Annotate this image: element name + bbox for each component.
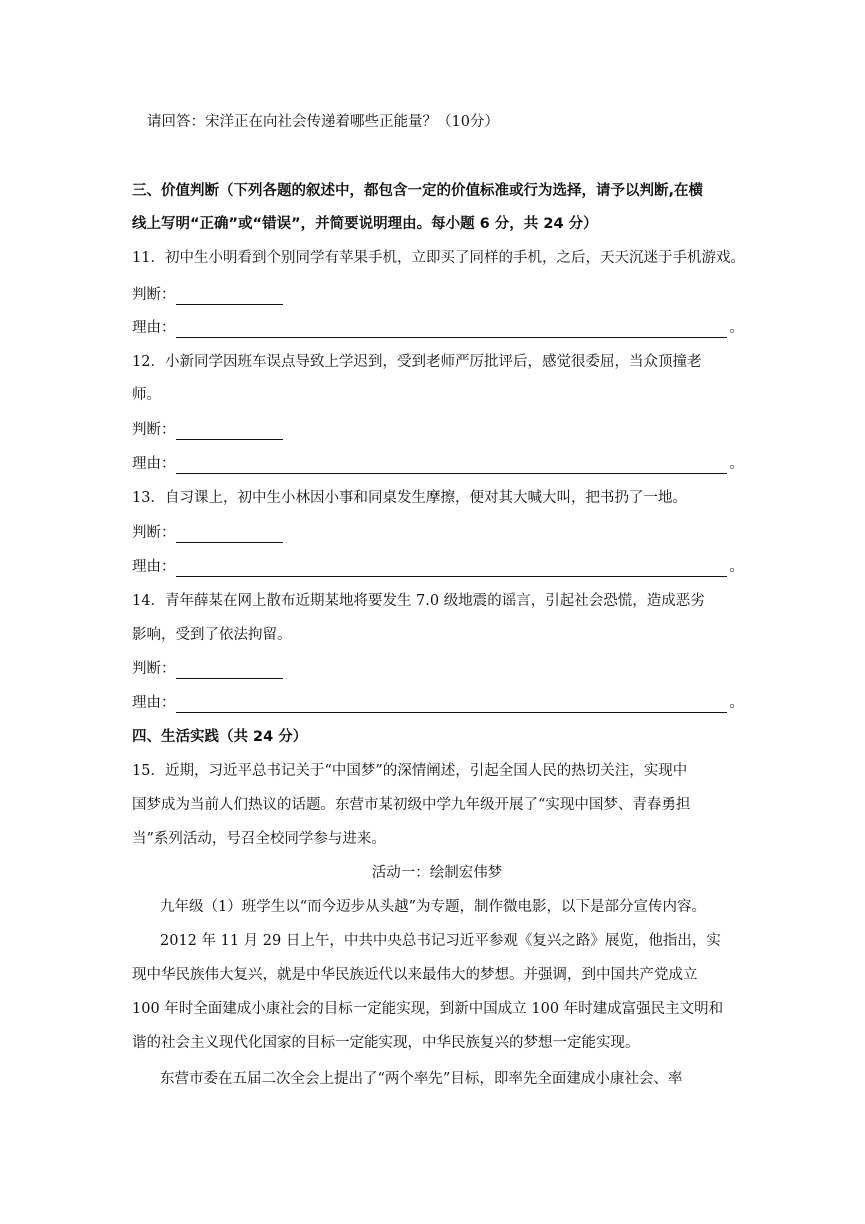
period: 。 [729, 559, 744, 575]
question-14-judge-row [132, 659, 742, 679]
question-14-text-line1: 14．青年薛某在网上散布近期某地将要发生 7.0 级地震的谣言，引起社会恐慌，造成恶劣 [132, 593, 705, 609]
paragraph-2-line1: 2012 年 11 月 29 日上午，中共中央总书记习近平参观《复兴之路》展览，他指出，实 [160, 933, 721, 949]
paragraph-3: 东营市委在五届二次全会上提出了“两个率先”目标，即率先全面建成小康社会、率 [160, 1071, 683, 1087]
judge-answer-blank[interactable] [176, 526, 283, 543]
question-15-line2: 国梦成为当前人们热议的话题。东营市某初级中学九年级开展了“实现中国梦、青春勇担 [132, 797, 691, 813]
reason-answer-blank[interactable] [176, 560, 727, 577]
question-14-reason-row [132, 693, 742, 713]
question-11-judge-row [132, 285, 742, 305]
question-14-text-line2: 影响，受到了依法拘留。 [132, 627, 292, 643]
reason-label: 理由： [132, 559, 176, 575]
reason-answer-blank[interactable] [176, 321, 727, 338]
paragraph-2-line2: 现中华民族伟大复兴，就是中华民族近代以来最伟大的梦想。并强调，到中国共产党成立 [132, 967, 698, 983]
question-13-text: 13．自习课上，初中生小林因小事和同桌发生摩擦，便对其大喊大叫，把书扔了一地。 [132, 490, 687, 506]
question-11-reason-row [132, 318, 742, 338]
question-12-judge-row [132, 420, 742, 440]
intro-question: 请回答：宋洋正在向社会传递着哪些正能量？（10分） [147, 114, 499, 130]
judge-label: 判断： [132, 525, 176, 541]
reason-answer-blank[interactable] [176, 696, 727, 713]
question-12-reason-row [132, 454, 742, 474]
judge-label: 判断： [132, 422, 176, 438]
question-13-reason-row [132, 557, 742, 577]
paragraph-2-line3: 100 年时全面建成小康社会的目标一定能实现，到新中国成立 100 年时建成富强民主文明和 [132, 1001, 724, 1017]
question-12-text-line2: 师。 [132, 387, 161, 403]
reason-label: 理由： [132, 456, 176, 472]
period: 。 [729, 456, 744, 472]
judge-answer-blank[interactable] [176, 288, 283, 305]
judge-answer-blank[interactable] [176, 662, 283, 679]
period: 。 [729, 320, 744, 336]
reason-answer-blank[interactable] [176, 457, 727, 474]
question-13-judge-row [132, 523, 742, 543]
section3-title-line2: 线上写明“正确”或“错误”，并简要说明理由。每小题 6 分，共 24 分） [132, 216, 598, 232]
question-15-line1: 15．近期，习近平总书记关于“中国梦”的深情阐述，引起全国人民的热切关注，实现中 [132, 763, 688, 779]
judge-label: 判断： [132, 661, 176, 677]
reason-label: 理由： [132, 320, 176, 336]
judge-label: 判断： [132, 287, 176, 303]
question-15-line3: 当”系列活动，号召全校同学参与进来。 [132, 831, 386, 847]
activity-title: 活动一：绘制宏伟梦 [371, 865, 503, 881]
judge-answer-blank[interactable] [176, 423, 283, 440]
question-11-text: 11．初中生小明看到个别同学有苹果手机，立即买了同样的手机，之后，天天沉迷于手机游戏。 [132, 250, 745, 266]
paragraph-2-line4: 谐的社会主义现代化国家的目标一定能实现，中华民族复兴的梦想一定能实现。 [132, 1035, 640, 1051]
section4-title: 四、生活实践（共 24 分） [132, 729, 308, 745]
paragraph-1: 九年级（1）班学生以“而今迈步从头越”为专题，制作微电影，以下是部分宣传内容。 [160, 899, 707, 915]
question-12-text-line1: 12．小新同学因班车误点导致上学迟到，受到老师严厉批评后，感觉很委屈，当众顶撞老 [132, 354, 702, 370]
period: 。 [729, 695, 744, 711]
reason-label: 理由： [132, 695, 176, 711]
section3-title-line1: 三、价值判断（下列各题的叙述中，都包含一定的价值标准或行为选择，请予以判断,在横 [132, 183, 704, 199]
